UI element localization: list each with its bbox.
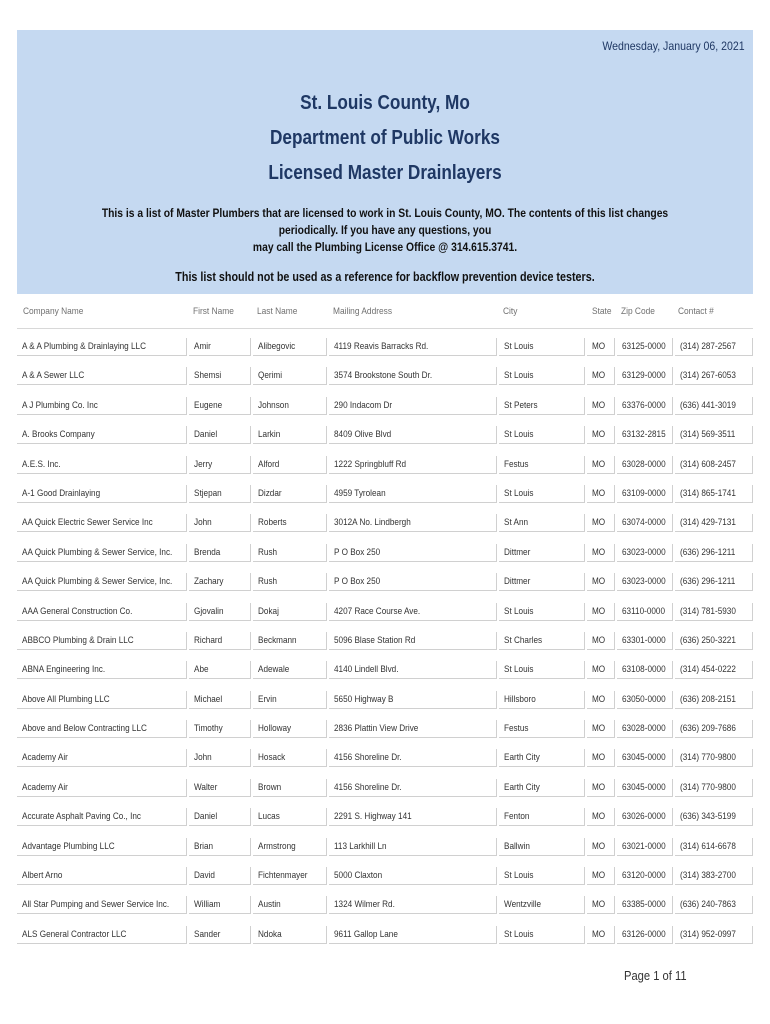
cell-city: Dittmer bbox=[499, 544, 585, 562]
cell-city: St Louis bbox=[499, 367, 585, 385]
cell-zip: 63109-0000 bbox=[617, 485, 673, 503]
cell-first-name: Brenda bbox=[189, 544, 251, 562]
cell-last-name: Adewale bbox=[253, 661, 327, 679]
table-row bbox=[17, 420, 753, 449]
cell-first-name: Jerry bbox=[189, 456, 251, 474]
cell-last-name: Rush bbox=[253, 544, 327, 562]
cell-address: 4207 Race Course Ave. bbox=[329, 603, 497, 621]
cell-contact: (636) 208-2151 bbox=[675, 691, 753, 709]
cell-first-name: Timothy bbox=[189, 720, 251, 738]
title-county: St. Louis County, Mo bbox=[300, 92, 470, 114]
cell-city: Earth City bbox=[499, 749, 585, 767]
table-body bbox=[17, 332, 753, 949]
cell-first-name: Amir bbox=[189, 338, 251, 356]
cell-state: MO bbox=[587, 926, 615, 944]
cell-last-name: Fichtenmayer bbox=[253, 867, 327, 885]
cell-first-name: Sander bbox=[189, 926, 251, 944]
cell-company: Academy Air bbox=[17, 779, 187, 797]
cell-last-name: Alibegovic bbox=[253, 338, 327, 356]
cell-contact: (636) 441-3019 bbox=[675, 397, 753, 415]
intro-line-2: may call the Plumbing License Office @ 314.615.3741. bbox=[252, 240, 518, 254]
cell-first-name: Shemsi bbox=[189, 367, 251, 385]
table-row bbox=[17, 714, 753, 743]
cell-last-name: Dokaj bbox=[253, 603, 327, 621]
cell-last-name: Qerimi bbox=[253, 367, 327, 385]
cell-last-name: Ervin bbox=[253, 691, 327, 709]
cell-last-name: Alford bbox=[253, 456, 327, 474]
cell-company: AAA General Construction Co. bbox=[17, 603, 187, 621]
cell-company: All Star Pumping and Sewer Service Inc. bbox=[17, 896, 187, 914]
cell-zip: 63021-0000 bbox=[617, 838, 673, 856]
cell-contact: (314) 454-0222 bbox=[675, 661, 753, 679]
cell-state: MO bbox=[587, 603, 615, 621]
cell-last-name: Larkin bbox=[253, 426, 327, 444]
cell-contact: (314) 267-6053 bbox=[675, 367, 753, 385]
cell-zip: 63125-0000 bbox=[617, 338, 673, 356]
cell-state: MO bbox=[587, 779, 615, 797]
cell-address: 4119 Reavis Barracks Rd. bbox=[329, 338, 497, 356]
cell-zip: 63376-0000 bbox=[617, 397, 673, 415]
cell-contact: (314) 952-0997 bbox=[675, 926, 753, 944]
table-row bbox=[17, 479, 753, 508]
table-row bbox=[17, 655, 753, 684]
cell-first-name: Brian bbox=[189, 838, 251, 856]
cell-last-name: Rush bbox=[253, 573, 327, 591]
cell-city: Fenton bbox=[499, 808, 585, 826]
cell-last-name: Johnson bbox=[253, 397, 327, 415]
table-row bbox=[17, 538, 753, 567]
cell-state: MO bbox=[587, 896, 615, 914]
cell-zip: 63129-0000 bbox=[617, 367, 673, 385]
cell-contact: (636) 296-1211 bbox=[675, 544, 753, 562]
cell-contact: (636) 296-1211 bbox=[675, 573, 753, 591]
cell-city: Festus bbox=[499, 720, 585, 738]
column-header-company: Company Name bbox=[23, 306, 84, 317]
cell-contact: (314) 287-2567 bbox=[675, 338, 753, 356]
intro-text bbox=[69, 205, 702, 256]
cell-company: ABNA Engineering Inc. bbox=[17, 661, 187, 679]
cell-city: St Louis bbox=[499, 926, 585, 944]
cell-last-name: Brown bbox=[253, 779, 327, 797]
cell-contact: (314) 383-2700 bbox=[675, 867, 753, 885]
cell-last-name: Lucas bbox=[253, 808, 327, 826]
cell-company: A-1 Good Drainlaying bbox=[17, 485, 187, 503]
table-row bbox=[17, 391, 753, 420]
cell-state: MO bbox=[587, 514, 615, 532]
cell-zip: 63045-0000 bbox=[617, 749, 673, 767]
cell-contact: (314) 608-2457 bbox=[675, 456, 753, 474]
cell-address: 2291 S. Highway 141 bbox=[329, 808, 497, 826]
cell-address: 113 Larkhill Ln bbox=[329, 838, 497, 856]
cell-first-name: Richard bbox=[189, 632, 251, 650]
cell-address: 5096 Blase Station Rd bbox=[329, 632, 497, 650]
column-header-address: Mailing Address bbox=[333, 306, 393, 317]
cell-state: MO bbox=[587, 426, 615, 444]
cell-first-name: Michael bbox=[189, 691, 251, 709]
table-row bbox=[17, 861, 753, 890]
cell-zip: 63026-0000 bbox=[617, 808, 673, 826]
cell-city: Earth City bbox=[499, 779, 585, 797]
cell-state: MO bbox=[587, 808, 615, 826]
cell-address: 9611 Gallop Lane bbox=[329, 926, 497, 944]
cell-state: MO bbox=[587, 485, 615, 503]
cell-zip: 63028-0000 bbox=[617, 456, 673, 474]
cell-city: St Louis bbox=[499, 338, 585, 356]
cell-zip: 63132-2815 bbox=[617, 426, 673, 444]
cell-first-name: Gjovalin bbox=[189, 603, 251, 621]
cell-company: Accurate Asphalt Paving Co., Inc bbox=[17, 808, 187, 826]
cell-company: Above and Below Contracting LLC bbox=[17, 720, 187, 738]
cell-last-name: Austin bbox=[253, 896, 327, 914]
cell-address: 4156 Shoreline Dr. bbox=[329, 749, 497, 767]
cell-city: St Louis bbox=[499, 426, 585, 444]
cell-company: A & A Plumbing & Drainlaying LLC bbox=[17, 338, 187, 356]
cell-company: AA Quick Plumbing & Sewer Service, Inc. bbox=[17, 544, 187, 562]
column-header-contact: Contact # bbox=[678, 306, 714, 317]
cell-city: St Peters bbox=[499, 397, 585, 415]
column-header-last-name: Last Name bbox=[257, 306, 298, 317]
column-header-state: State bbox=[592, 306, 612, 317]
cell-contact: (636) 209-7686 bbox=[675, 720, 753, 738]
column-header-zip: Zip Code bbox=[621, 306, 655, 317]
cell-city: St Charles bbox=[499, 632, 585, 650]
cell-address: 5000 Claxton bbox=[329, 867, 497, 885]
cell-address: 8409 Olive Blvd bbox=[329, 426, 497, 444]
cell-zip: 63385-0000 bbox=[617, 896, 673, 914]
cell-contact: (314) 569-3511 bbox=[675, 426, 753, 444]
intro-line-1: This is a list of Master Plumbers that are licensed to work in St. Louis County, MO. The contents of this list changes periodically. If you have any questions, you bbox=[101, 206, 669, 237]
cell-company: Advantage Plumbing LLC bbox=[17, 838, 187, 856]
cell-zip: 63023-0000 bbox=[617, 544, 673, 562]
cell-address: 3012A No. Lindbergh bbox=[329, 514, 497, 532]
table-row bbox=[17, 450, 753, 479]
table-row bbox=[17, 332, 753, 361]
table-header bbox=[17, 294, 753, 329]
cell-address: 5650 Highway B bbox=[329, 691, 497, 709]
cell-first-name: John bbox=[189, 514, 251, 532]
cell-contact: (314) 865-1741 bbox=[675, 485, 753, 503]
table-row bbox=[17, 802, 753, 831]
cell-address: P O Box 250 bbox=[329, 544, 497, 562]
cell-state: MO bbox=[587, 661, 615, 679]
cell-zip: 63045-0000 bbox=[617, 779, 673, 797]
cell-zip: 63028-0000 bbox=[617, 720, 673, 738]
cell-last-name: Beckmann bbox=[253, 632, 327, 650]
cell-state: MO bbox=[587, 691, 615, 709]
cell-state: MO bbox=[587, 720, 615, 738]
cell-company: AA Quick Plumbing & Sewer Service, Inc. bbox=[17, 573, 187, 591]
cell-contact: (636) 343-5199 bbox=[675, 808, 753, 826]
cell-first-name: Zachary bbox=[189, 573, 251, 591]
cell-city: Festus bbox=[499, 456, 585, 474]
table-row bbox=[17, 567, 753, 596]
cell-first-name: Daniel bbox=[189, 426, 251, 444]
report-date: Wednesday, January 06, 2021 bbox=[602, 39, 745, 53]
cell-company: Above All Plumbing LLC bbox=[17, 691, 187, 709]
table-row bbox=[17, 920, 753, 949]
cell-state: MO bbox=[587, 632, 615, 650]
cell-company: A & A Sewer LLC bbox=[17, 367, 187, 385]
table-row bbox=[17, 597, 753, 626]
cell-last-name: Hosack bbox=[253, 749, 327, 767]
table-row bbox=[17, 890, 753, 919]
cell-state: MO bbox=[587, 367, 615, 385]
cell-city: St Louis bbox=[499, 661, 585, 679]
table-row bbox=[17, 773, 753, 802]
cell-address: 1222 Springbluff Rd bbox=[329, 456, 497, 474]
cell-address: 290 Indacom Dr bbox=[329, 397, 497, 415]
cell-contact: (636) 250-3221 bbox=[675, 632, 753, 650]
cell-state: MO bbox=[587, 867, 615, 885]
table-row bbox=[17, 685, 753, 714]
column-header-first-name: First Name bbox=[193, 306, 234, 317]
cell-city: Dittmer bbox=[499, 573, 585, 591]
title-department: Department of Public Works bbox=[269, 127, 500, 149]
cell-state: MO bbox=[587, 749, 615, 767]
title-list-name: Licensed Master Drainlayers bbox=[268, 162, 502, 184]
column-header-city: City bbox=[503, 306, 518, 317]
cell-contact: (314) 429-7131 bbox=[675, 514, 753, 532]
cell-first-name: David bbox=[189, 867, 251, 885]
page-number: Page 1 of 11 bbox=[624, 968, 687, 983]
backflow-warning: This list should not be used as a reference for backflow prevention device testers. bbox=[175, 270, 595, 284]
cell-first-name: Daniel bbox=[189, 808, 251, 826]
cell-state: MO bbox=[587, 397, 615, 415]
cell-first-name: William bbox=[189, 896, 251, 914]
table-row bbox=[17, 508, 753, 537]
cell-zip: 63126-0000 bbox=[617, 926, 673, 944]
cell-address: P O Box 250 bbox=[329, 573, 497, 591]
cell-company: A. Brooks Company bbox=[17, 426, 187, 444]
cell-state: MO bbox=[587, 838, 615, 856]
cell-last-name: Armstrong bbox=[253, 838, 327, 856]
cell-city: St Louis bbox=[499, 603, 585, 621]
header-banner bbox=[17, 30, 753, 294]
cell-address: 3574 Brookstone South Dr. bbox=[329, 367, 497, 385]
table-row bbox=[17, 832, 753, 861]
cell-zip: 63023-0000 bbox=[617, 573, 673, 591]
cell-first-name: Eugene bbox=[189, 397, 251, 415]
cell-city: St Louis bbox=[499, 485, 585, 503]
cell-state: MO bbox=[587, 544, 615, 562]
title-block bbox=[17, 86, 753, 191]
cell-address: 4156 Shoreline Dr. bbox=[329, 779, 497, 797]
cell-company: Academy Air bbox=[17, 749, 187, 767]
cell-first-name: Abe bbox=[189, 661, 251, 679]
cell-zip: 63110-0000 bbox=[617, 603, 673, 621]
cell-last-name: Ndoka bbox=[253, 926, 327, 944]
cell-zip: 63120-0000 bbox=[617, 867, 673, 885]
cell-address: 4140 Lindell Blvd. bbox=[329, 661, 497, 679]
cell-last-name: Roberts bbox=[253, 514, 327, 532]
cell-company: ABBCO Plumbing & Drain LLC bbox=[17, 632, 187, 650]
cell-state: MO bbox=[587, 338, 615, 356]
table-row bbox=[17, 626, 753, 655]
cell-city: St Ann bbox=[499, 514, 585, 532]
cell-company: A.E.S. Inc. bbox=[17, 456, 187, 474]
cell-company: AA Quick Electric Sewer Service Inc bbox=[17, 514, 187, 532]
cell-city: Ballwin bbox=[499, 838, 585, 856]
cell-contact: (314) 770-9800 bbox=[675, 749, 753, 767]
cell-address: 1324 Wilmer Rd. bbox=[329, 896, 497, 914]
cell-company: Albert Arno bbox=[17, 867, 187, 885]
table-row bbox=[17, 743, 753, 772]
cell-first-name: Walter bbox=[189, 779, 251, 797]
cell-company: A J Plumbing Co. Inc bbox=[17, 397, 187, 415]
cell-contact: (314) 614-6678 bbox=[675, 838, 753, 856]
cell-last-name: Dizdar bbox=[253, 485, 327, 503]
cell-zip: 63108-0000 bbox=[617, 661, 673, 679]
cell-zip: 63074-0000 bbox=[617, 514, 673, 532]
cell-address: 4959 Tyrolean bbox=[329, 485, 497, 503]
cell-state: MO bbox=[587, 456, 615, 474]
cell-company: ALS General Contractor LLC bbox=[17, 926, 187, 944]
cell-contact: (636) 240-7863 bbox=[675, 896, 753, 914]
cell-city: Hillsboro bbox=[499, 691, 585, 709]
cell-zip: 63050-0000 bbox=[617, 691, 673, 709]
cell-first-name: John bbox=[189, 749, 251, 767]
cell-last-name: Holloway bbox=[253, 720, 327, 738]
cell-zip: 63301-0000 bbox=[617, 632, 673, 650]
cell-first-name: Stjepan bbox=[189, 485, 251, 503]
cell-address: 2836 Plattin View Drive bbox=[329, 720, 497, 738]
cell-city: Wentzville bbox=[499, 896, 585, 914]
cell-state: MO bbox=[587, 573, 615, 591]
cell-contact: (314) 781-5930 bbox=[675, 603, 753, 621]
table-row bbox=[17, 361, 753, 390]
cell-city: St Louis bbox=[499, 867, 585, 885]
cell-contact: (314) 770-9800 bbox=[675, 779, 753, 797]
